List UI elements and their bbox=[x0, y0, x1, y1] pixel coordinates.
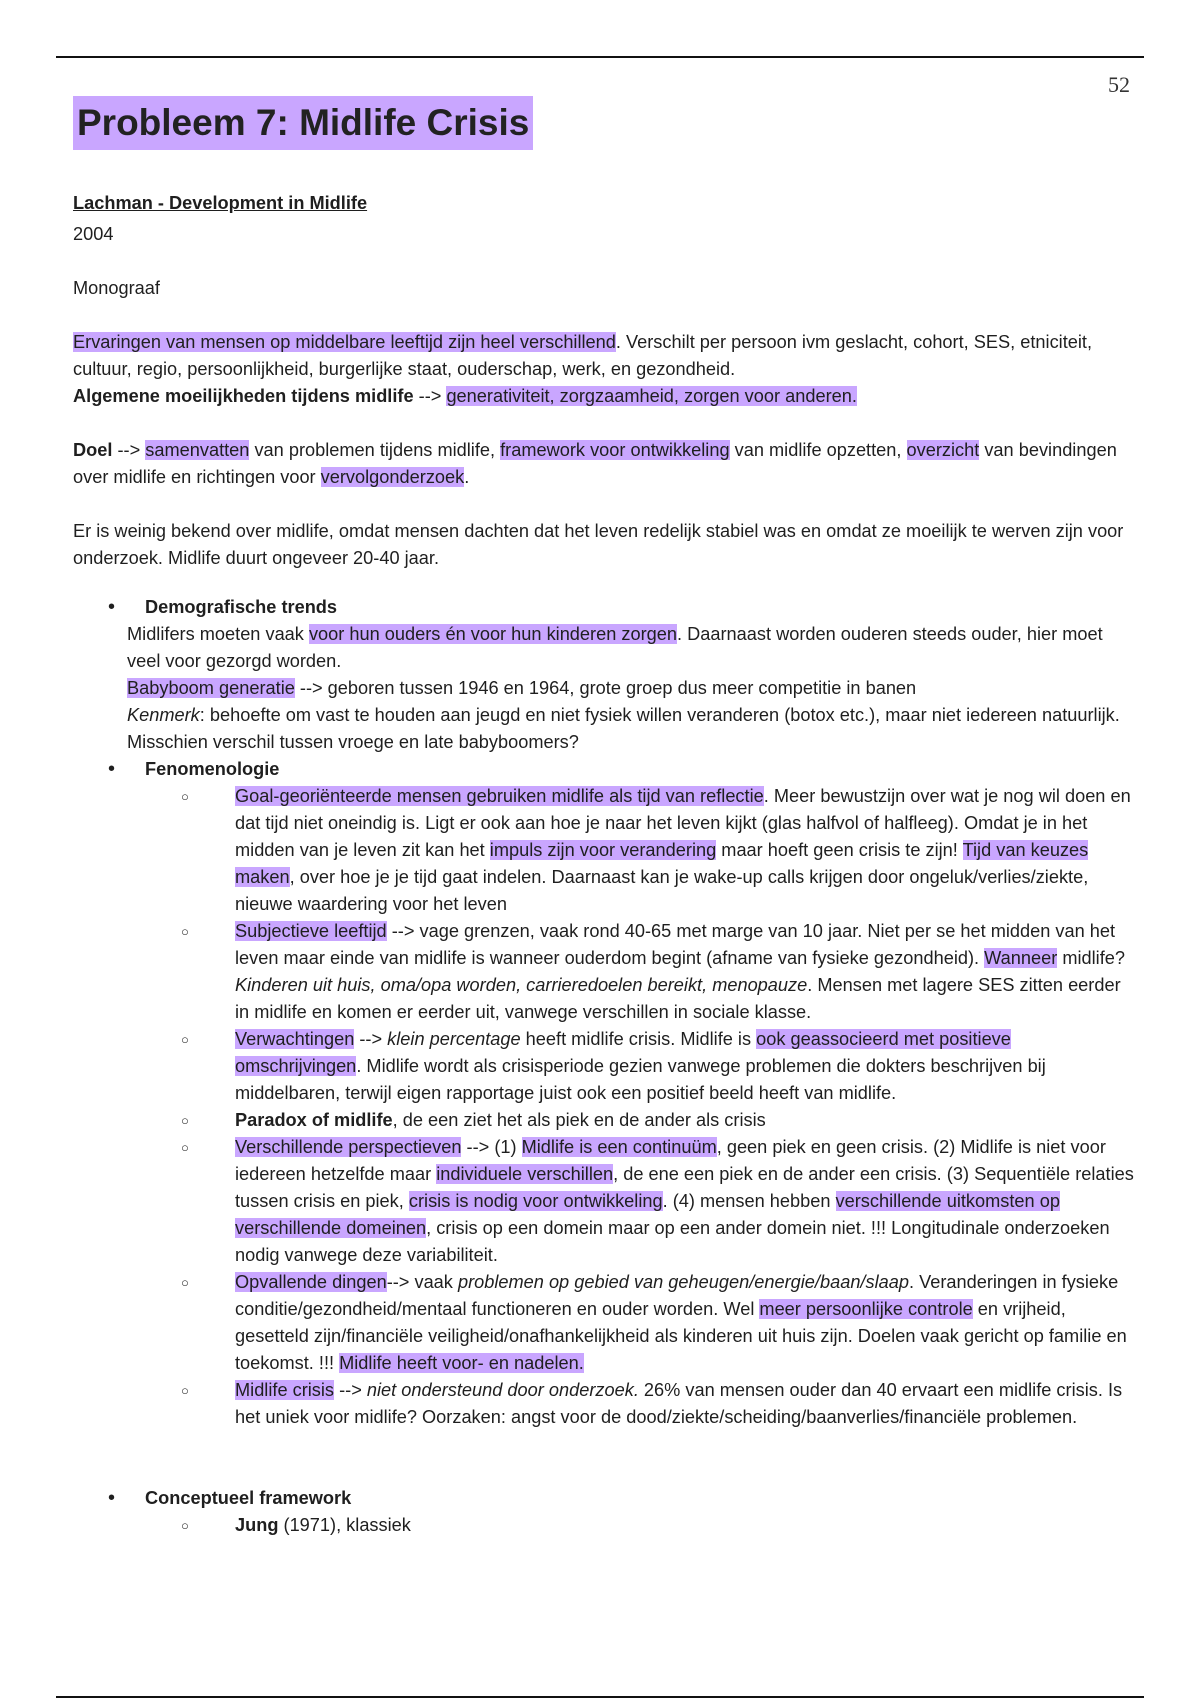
highlight: Goal-georiënteerde mensen gebruiken midlife als tijd van reflectie bbox=[235, 786, 764, 806]
highlight: samenvatten bbox=[145, 440, 250, 460]
publication-type: Monograaf bbox=[73, 278, 160, 298]
sub-list-item bbox=[73, 1134, 1135, 1269]
text: midlife? bbox=[1057, 948, 1126, 968]
intro-paragraph bbox=[73, 329, 1135, 410]
sub-list-item bbox=[73, 1269, 1135, 1377]
text: (1971), klassiek bbox=[278, 1515, 411, 1535]
text: , de een ziet het als piek en de ander als crisis bbox=[392, 1110, 766, 1130]
text: . bbox=[464, 467, 470, 487]
text: --> geboren tussen 1946 en 1964, grote groep dus meer competitie in banen bbox=[294, 678, 917, 698]
top-rule bbox=[56, 56, 1144, 58]
highlight: individuele verschillen bbox=[436, 1164, 614, 1184]
sub-list-item bbox=[73, 783, 1135, 918]
highlight: Midlife is een continuüm bbox=[521, 1137, 717, 1157]
page-title: Probleem 7: Midlife Crisis bbox=[73, 96, 533, 150]
section-heading: • Demografische trends bbox=[145, 597, 338, 617]
list-item-demografie bbox=[73, 594, 1135, 756]
doel-paragraph bbox=[73, 437, 1135, 491]
highlight: Midlife heeft voor- en nadelen. bbox=[339, 1353, 584, 1373]
text: . (4) mensen hebben bbox=[662, 1191, 836, 1211]
sub-list-item bbox=[73, 1026, 1135, 1107]
text: , over hoe je je tijd gaat indelen. Daarnaast kan je wake-up calls krijgen door ongeluk/verlies/ziekte, nieuwe waardering voor het leven bbox=[235, 867, 1089, 914]
sub-list bbox=[73, 783, 1135, 1431]
text: , crisis op een domein maar op een ander domein niet. !!! Longitudinale onderzoeken nodig vanwege deze variabiliteit. bbox=[235, 1218, 1110, 1265]
text: , geen piek en geen crisis. (2) Midlife is niet voor iedereen hetzelfde maar bbox=[235, 1137, 1106, 1184]
text: 26% van mensen ouder dan 40 ervaart een midlife crisis. Is het uniek voor midlife? Oorzaken: angst voor de dood/ziekte/scheiding/baanverlies/financiële problemen. bbox=[235, 1380, 1123, 1427]
list-item-framework bbox=[73, 1485, 1135, 1539]
highlight: Ervaringen van mensen op middelbare leeftijd zijn heel verschillend bbox=[73, 332, 616, 352]
source-title: Lachman - Development in Midlife bbox=[73, 193, 368, 213]
text: Midlifers moeten vaak bbox=[127, 624, 309, 644]
highlight: Subjectieve leeftijd bbox=[235, 921, 387, 941]
text: --> bbox=[354, 1029, 388, 1049]
text: . Mensen met lagere SES zitten eerder in midlife en komen er eerder uit, vanwege verschillen in sociale klasse. bbox=[235, 975, 1121, 1022]
highlight: verschillende uitkomsten op verschillende domeinen bbox=[235, 1191, 1060, 1238]
text: --> bbox=[112, 440, 146, 460]
bold-text: Algemene moeilijkheden tijdens midlife bbox=[73, 386, 414, 406]
bold-text: Doel bbox=[73, 440, 113, 460]
highlight: Wanneer bbox=[984, 948, 1058, 968]
highlight: crisis is nodig voor ontwikkeling bbox=[408, 1191, 663, 1211]
text: van bevindingen over midlife en richtingen voor bbox=[73, 440, 1117, 487]
text: --> vaak bbox=[386, 1272, 458, 1292]
text: --> vage grenzen, vaak rond 40-65 met marge van 10 jaar. Niet per se het midden van het leven maar einde van midlife is wanneer ouderdom begint (afname van fysieke gezondheid). bbox=[235, 921, 1116, 968]
text: van midlife opzetten, bbox=[729, 440, 907, 460]
highlight: Babyboom generatie bbox=[127, 678, 295, 698]
highlight: ook geassocieerd met positieve omschrijvingen bbox=[235, 1029, 1011, 1076]
document-body bbox=[73, 96, 1135, 1539]
highlight: impuls zijn voor verandering bbox=[489, 840, 717, 860]
text: heeft midlife crisis. Midlife is bbox=[520, 1029, 757, 1049]
highlight: Verwachtingen bbox=[235, 1029, 355, 1049]
text: van problemen tijdens midlife, bbox=[249, 440, 501, 460]
text: maar hoeft geen crisis te zijn! bbox=[716, 840, 963, 860]
text: --> bbox=[334, 1380, 367, 1400]
text: . Meer bewustzijn over wat je nog wil doen en dat tijd niet oneindig is. Ligt er ook aan hoe je naar het leven kijkt (glas halfvol of halfleeg). Omdat je in het midden van je leven zit kan het bbox=[235, 786, 1131, 860]
bold-text: Paradox of midlife bbox=[235, 1110, 393, 1130]
sub-list bbox=[73, 1512, 1135, 1539]
bottom-rule bbox=[56, 1696, 1144, 1698]
list-item-fenomenologie bbox=[73, 756, 1135, 1431]
topic-list bbox=[73, 594, 1135, 1539]
text: . Verschilt per persoon ivm geslacht, cohort, SES, etniciteit, cultuur, regio, persoonlijkheid, burgerlijke staat, ouderschap, werk, en gezondheid. bbox=[73, 332, 1093, 379]
text: , de ene een piek en de ander een crisis. (3) Sequentiële relaties tussen crisis en piek, bbox=[235, 1164, 1134, 1211]
highlight: Opvallende dingen bbox=[235, 1272, 387, 1292]
highlight: Verschillende perspectieven bbox=[235, 1137, 462, 1157]
highlight: vervolgonderzoek bbox=[320, 467, 465, 487]
highlight: overzicht bbox=[906, 440, 980, 460]
italic-text: Kenmerk bbox=[127, 705, 200, 725]
sub-list-item bbox=[73, 1377, 1135, 1431]
highlight: Tijd van keuzes maken bbox=[235, 840, 1089, 887]
text: --> (1) bbox=[461, 1137, 522, 1157]
highlight: meer persoonlijke controle bbox=[759, 1299, 973, 1319]
context-paragraph: Er is weinig bekend over midlife, omdat mensen dachten dat het leven redelijk stabiel was en omdat ze moeilijk te werven zijn voor onderzoek. Midlife duurt ongeveer 20-40 jaar. bbox=[73, 521, 1124, 568]
sub-list-item bbox=[73, 918, 1135, 1026]
highlight: framework voor ontwikkeling bbox=[500, 440, 730, 460]
text: : behoefte om vast te houden aan jeugd en niet fysiek willen veranderen (botox etc.), maar niet iedereen natuurlijk. Misschien verschil tussen vroege en late babyboomers? bbox=[127, 705, 1120, 752]
section-heading: • Fenomenologie bbox=[145, 759, 280, 779]
highlight: Midlife crisis bbox=[235, 1380, 335, 1400]
italic-text: klein percentage bbox=[387, 1029, 521, 1049]
source-year: 2004 bbox=[73, 224, 114, 244]
sub-list-item bbox=[73, 1512, 1135, 1539]
text: . Daarnaast worden ouderen steeds ouder, hier moet veel voor gezorgd worden. bbox=[127, 624, 1103, 671]
text: . Midlife wordt als crisisperiode gezien vanwege problemen die dokters beschrijven bij middelbaren, terwijl eigen rapportage juist ook een positief beeld heeft van midlife. bbox=[235, 1056, 1046, 1103]
highlight: generativiteit, zorgzaamheid, zorgen voor anderen. bbox=[446, 386, 857, 406]
italic-text: Kinderen uit huis, oma/opa worden, carrieredoelen bereikt, menopauze bbox=[235, 975, 808, 995]
bold-text: Jung bbox=[235, 1515, 279, 1535]
text: . Veranderingen in fysieke conditie/gezondheid/mentaal functioneren en ouder worden. Wel bbox=[235, 1272, 1119, 1319]
page-number: 52 bbox=[1108, 72, 1130, 97]
sub-list-item bbox=[73, 1107, 1135, 1134]
text: --> bbox=[413, 386, 447, 406]
italic-text: problemen op gebied van geheugen/energie/baan/slaap bbox=[457, 1272, 909, 1292]
section-text bbox=[127, 624, 1120, 752]
text: en vrijheid, gesetteld zijn/financiële veiligheid/onafhankelijkheid als kinderen uit huis zijn. Doelen vaak gericht op familie en toekomst. !!! bbox=[235, 1299, 1127, 1373]
italic-text: niet ondersteund door onderzoek. bbox=[366, 1380, 639, 1400]
section-heading: • Conceptueel framework bbox=[145, 1488, 352, 1508]
highlight: voor hun ouders én voor hun kinderen zorgen bbox=[308, 624, 677, 644]
